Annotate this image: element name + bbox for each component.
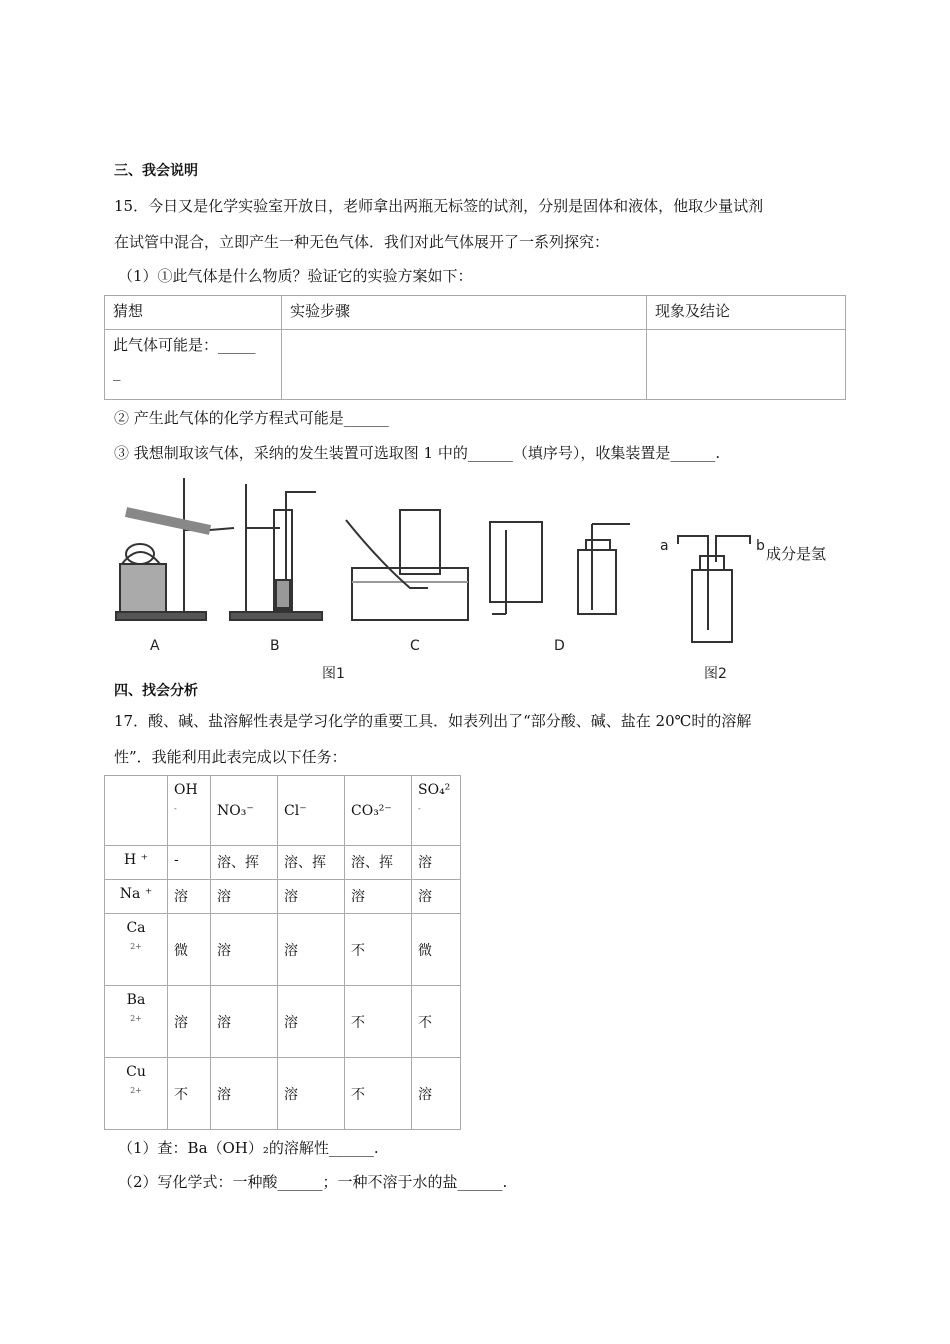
gas-washing-bottle bbox=[678, 536, 750, 642]
apparatus-a bbox=[116, 478, 234, 620]
q15-part3: ③ 我想制取该气体，采纳的发生装置可选取图 1 中的______（填序号），收集装置是______. bbox=[114, 444, 721, 462]
steps-cell[interactable] bbox=[282, 330, 647, 400]
cut-off-text: 成分是氢 bbox=[766, 545, 827, 563]
row-ba: Ba 2+ 溶 溶 溶 不 不 bbox=[105, 986, 461, 1058]
experiment-table bbox=[104, 295, 846, 400]
col-co3: CO₃²⁻ bbox=[345, 776, 412, 846]
label-b: B bbox=[270, 638, 280, 654]
label-d: D bbox=[554, 638, 565, 654]
apparatus-d bbox=[490, 522, 630, 614]
apparatus-c bbox=[346, 510, 468, 620]
port-a-label: a bbox=[660, 538, 669, 554]
row-cu: Cu 2+ 不 溶 溶 不 溶 bbox=[105, 1058, 461, 1130]
q17-line2: 性”．我能利用此表完成以下任务： bbox=[114, 748, 347, 766]
guess-line1: 此气体可能是：_____ bbox=[113, 336, 256, 354]
guess-line2: _ bbox=[113, 363, 121, 381]
label-c: C bbox=[410, 638, 420, 654]
q15-part2: ② 产生此气体的化学方程式可能是______ bbox=[114, 409, 389, 427]
col-no3: NO₃⁻ bbox=[211, 776, 278, 846]
label-a: A bbox=[150, 638, 160, 654]
header-result: 现象及结论 bbox=[647, 296, 846, 330]
section-3-title: 三、我会说明 bbox=[114, 163, 198, 179]
row-h: H ⁺ - 溶、挥 溶、挥 溶、挥 溶 bbox=[105, 846, 461, 880]
figure1-caption: 图1 bbox=[322, 666, 345, 680]
header-steps: 实验步骤 bbox=[282, 296, 647, 330]
row-na: Na ⁺ 溶 溶 溶 溶 溶 bbox=[105, 880, 461, 914]
figure2-caption: 图2 bbox=[704, 666, 727, 680]
q15-line1: 15．今日又是化学实验室开放日，老师拿出两瓶无标签的试剂，分别是固体和液体，他取少量试剂 bbox=[114, 197, 764, 215]
row-ca: Ca 2+ 微 溶 溶 不 微 bbox=[105, 914, 461, 986]
header-guess: 猜想 bbox=[105, 296, 282, 330]
solubility-table bbox=[104, 775, 461, 1130]
q17-task1: （1）查：Ba（OH）₂的溶解性______. bbox=[118, 1139, 379, 1157]
section-4-title: 四、找会分析 bbox=[114, 683, 198, 699]
col-cl: Cl⁻ bbox=[278, 776, 345, 846]
q15-part1: （1）①此气体是什么物质？验证它的实验方案如下： bbox=[118, 267, 473, 285]
port-b-label: b bbox=[756, 538, 765, 554]
q17-line1: 17．酸、碱、盐溶解性表是学习化学的重要工具．如表列出了“部分酸、碱、盐在 20℃时的溶解 bbox=[114, 712, 752, 730]
col-so4: SO₄² - bbox=[412, 776, 461, 846]
corner-cell bbox=[105, 776, 168, 846]
q17-task2: （2）写化学式：一种酸______；一种不溶于水的盐______. bbox=[118, 1173, 508, 1191]
apparatus-figure bbox=[110, 470, 766, 680]
result-cell[interactable] bbox=[647, 330, 846, 400]
apparatus-b bbox=[230, 484, 322, 620]
col-oh: OH - bbox=[168, 776, 211, 846]
q15-line2: 在试管中混合，立即产生一种无色气体．我们对此气体展开了一系列探究： bbox=[114, 233, 610, 251]
guess-cell[interactable] bbox=[105, 330, 282, 400]
